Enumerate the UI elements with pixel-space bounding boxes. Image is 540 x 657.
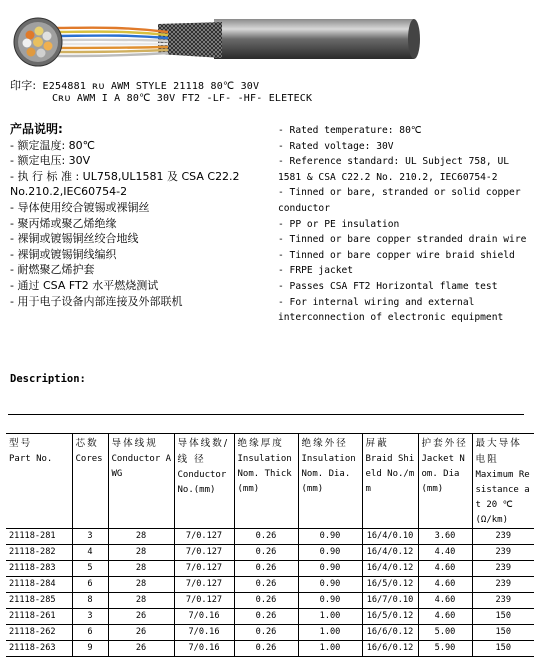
en-item: - Tinned or bare, stranded or solid copper conductor <box>278 187 521 214</box>
table-row <box>6 593 534 609</box>
divider <box>8 414 524 415</box>
cell-braid-shield: 16/5/0.12 <box>362 577 418 593</box>
description-title: Description: <box>10 373 86 385</box>
cn-item: - 导体使用绞合镀锡或裸铜丝 <box>10 200 150 214</box>
cell-conductor-no: 7/0.16 <box>174 609 234 625</box>
cn-item: - 裸铜或镀锡铜丝绞合地线 <box>10 232 139 246</box>
header-conductor-no <box>174 434 234 529</box>
cell-conductor-awg: 28 <box>108 545 174 561</box>
cell-insulation-dia: 1.00 <box>298 625 362 641</box>
cell-braid-shield: 16/7/0.10 <box>362 593 418 609</box>
header-cores <box>72 434 108 529</box>
table-row <box>6 625 534 641</box>
en-item: - Reference standard: UL Subject 758, UL 1581 & CSA C22.2 No. 210.2, IEC60754-2 <box>278 156 510 183</box>
cell-conductor-awg: 26 <box>108 625 174 641</box>
cell-cores: 5 <box>72 561 108 577</box>
marking-line-2 <box>52 93 312 105</box>
header-en: Maximum Resistance at 20 ℃ (Ω/km) <box>475 470 530 525</box>
cell-jacket-dia: 5.00 <box>418 625 472 641</box>
header-cn: 护套外径 <box>421 438 468 449</box>
header-en: Conductor No.(mm) <box>177 470 227 495</box>
cell-part-no: 21118-281 <box>6 529 72 545</box>
cell-jacket-dia: 3.60 <box>418 529 472 545</box>
header-cn: 型号 <box>9 438 33 449</box>
cell-braid-shield: 16/4/0.12 <box>362 545 418 561</box>
cell-cores: 9 <box>72 641 108 657</box>
cell-insulation-dia: 1.00 <box>298 641 362 657</box>
header-cn: 导体线数/线 径 <box>177 438 230 465</box>
marking-text-2: Cʀᴜ AWM I A 80℃ 30V FT2 -LF- -HF- ELETECK <box>52 93 313 104</box>
cell-part-no: 21118-284 <box>6 577 72 593</box>
cell-conductor-no: 7/0.127 <box>174 577 234 593</box>
cable-illustration <box>8 10 424 70</box>
cell-max-resistance: 239 <box>472 593 534 609</box>
en-item: - Rated voltage: 30V <box>278 140 394 152</box>
cell-max-resistance: 150 <box>472 625 534 641</box>
header-part-no <box>6 434 72 529</box>
cell-insulation-dia: 1.00 <box>298 609 362 625</box>
header-cn: 最大导体电阻 <box>475 438 522 465</box>
table-row <box>6 609 534 625</box>
cell-braid-shield: 16/6/0.12 <box>362 641 418 657</box>
cell-jacket-dia: 4.60 <box>418 593 472 609</box>
header-cn: 绝缘外径 <box>301 438 348 449</box>
en-item: - Tinned or bare copper stranded drain wire <box>278 234 527 246</box>
header-cn: 导体线规 <box>111 438 158 449</box>
cell-conductor-awg: 28 <box>108 561 174 577</box>
cell-braid-shield: 16/4/0.10 <box>362 529 418 545</box>
cell-max-resistance: 150 <box>472 641 534 657</box>
product-description-en <box>278 123 534 326</box>
cell-cores: 3 <box>72 609 108 625</box>
cell-insulation-dia: 0.90 <box>298 561 362 577</box>
cell-part-no: 21118-262 <box>6 625 72 641</box>
cell-insulation-thick: 0.26 <box>234 625 298 641</box>
cell-braid-shield: 16/5/0.12 <box>362 609 418 625</box>
cell-conductor-no: 7/0.127 <box>174 529 234 545</box>
cell-part-no: 21118-283 <box>6 561 72 577</box>
cell-conductor-no: 7/0.16 <box>174 641 234 657</box>
table-row <box>6 545 534 561</box>
header-cn: 屏蔽 <box>365 438 389 449</box>
cell-insulation-thick: 0.26 <box>234 545 298 561</box>
cell-jacket-dia: 5.90 <box>418 641 472 657</box>
en-item: - Rated temperature: 80℃ <box>278 125 422 136</box>
cell-jacket-dia: 4.60 <box>418 609 472 625</box>
cell-max-resistance: 239 <box>472 561 534 577</box>
cell-part-no: 21118-282 <box>6 545 72 561</box>
cell-conductor-no: 7/0.16 <box>174 625 234 641</box>
header-max-resistance <box>472 434 534 529</box>
header-cn: 芯数 <box>75 438 99 449</box>
header-en: Conductor AWG <box>111 454 172 479</box>
cell-conductor-awg: 28 <box>108 593 174 609</box>
header-braid-shield <box>362 434 418 529</box>
table-row <box>6 641 534 657</box>
cn-item: - 裸铜或镀锡铜线编织 <box>10 247 117 261</box>
en-item: - PP or PE insulation <box>278 218 400 230</box>
cell-cores: 6 <box>72 577 108 593</box>
cell-insulation-thick: 0.26 <box>234 577 298 593</box>
cell-cores: 3 <box>72 529 108 545</box>
cn-item: - 通过 CSA FT2 水平燃烧测试 <box>10 278 159 292</box>
product-description-cn <box>10 122 272 309</box>
cell-part-no: 21118-261 <box>6 609 72 625</box>
cell-insulation-dia: 0.90 <box>298 577 362 593</box>
cell-conductor-awg: 28 <box>108 577 174 593</box>
cell-cores: 6 <box>72 625 108 641</box>
cn-item: No.210.2,IEC60754-2 <box>10 185 128 199</box>
marking-label: 印字: <box>10 79 37 92</box>
table-header-row <box>6 434 534 529</box>
cn-item: - 额定温度: 80℃ <box>10 138 96 152</box>
cn-item: - 耐燃聚乙烯护套 <box>10 263 95 277</box>
en-item: - FRPE jacket <box>278 265 354 277</box>
header-insulation-thick <box>234 434 298 529</box>
cell-conductor-no: 7/0.127 <box>174 593 234 609</box>
header-en: Insulation Nom. Thick(mm) <box>237 454 292 494</box>
cell-cores: 8 <box>72 593 108 609</box>
cell-jacket-dia: 4.40 <box>418 545 472 561</box>
cn-item: - 额定电压: 30V <box>10 154 91 168</box>
marking-text-1: E254881 ʀᴜ AWM STYLE 21118 80℃ 30V <box>42 81 260 92</box>
header-insulation-dia <box>298 434 362 529</box>
cell-max-resistance: 239 <box>472 529 534 545</box>
header-en: Braid Shield No./mm <box>365 454 415 494</box>
cell-part-no: 21118-285 <box>6 593 72 609</box>
header-en: Part No. <box>9 454 53 464</box>
cell-insulation-thick: 0.26 <box>234 593 298 609</box>
cn-item: - 用于电子设备内部连接及外部联机 <box>10 294 183 308</box>
table-row <box>6 561 534 577</box>
cell-conductor-awg: 28 <box>108 529 174 545</box>
header-cn: 绝缘厚度 <box>237 438 284 449</box>
table-row <box>6 529 534 545</box>
product-heading: 产品说明: <box>10 122 63 136</box>
en-item: - Passes CSA FT2 Horizontal flame test <box>278 280 498 292</box>
en-item: - For internal wiring and external interconnection of electronic equipment <box>278 296 504 324</box>
header-jacket-dia <box>418 434 472 529</box>
cell-max-resistance: 150 <box>472 609 534 625</box>
header-en: Insulation Nom. Dia. (mm) <box>301 454 356 494</box>
cell-conductor-awg: 26 <box>108 609 174 625</box>
table-row <box>6 577 534 593</box>
cell-insulation-thick: 0.26 <box>234 641 298 657</box>
cn-item: - 执 行 标 准 : UL758,UL1581 及 CSA C22.2 <box>10 169 240 183</box>
cell-insulation-dia: 0.90 <box>298 545 362 561</box>
cell-insulation-thick: 0.26 <box>234 561 298 577</box>
header-en: Jacket Nom. Dia (mm) <box>421 454 465 494</box>
header-conductor-awg <box>108 434 174 529</box>
cell-max-resistance: 239 <box>472 577 534 593</box>
cell-part-no: 21118-263 <box>6 641 72 657</box>
cell-conductor-no: 7/0.127 <box>174 561 234 577</box>
cell-max-resistance: 239 <box>472 545 534 561</box>
header-en: Cores <box>75 454 103 464</box>
cell-jacket-dia: 4.60 <box>418 561 472 577</box>
cell-insulation-thick: 0.26 <box>234 529 298 545</box>
cell-insulation-thick: 0.26 <box>234 609 298 625</box>
cn-item: - 聚丙烯或聚乙烯绝缘 <box>10 216 117 230</box>
cell-cores: 4 <box>72 545 108 561</box>
marking-line-1 <box>10 77 259 93</box>
en-item: - Tinned or bare copper wire braid shield <box>278 249 515 261</box>
cell-insulation-dia: 0.90 <box>298 529 362 545</box>
cell-conductor-awg: 26 <box>108 641 174 657</box>
cell-braid-shield: 16/6/0.12 <box>362 625 418 641</box>
cell-braid-shield: 16/4/0.12 <box>362 561 418 577</box>
cell-conductor-no: 7/0.127 <box>174 545 234 561</box>
cell-insulation-dia: 0.90 <box>298 593 362 609</box>
spec-table <box>6 433 534 657</box>
cell-jacket-dia: 4.60 <box>418 577 472 593</box>
